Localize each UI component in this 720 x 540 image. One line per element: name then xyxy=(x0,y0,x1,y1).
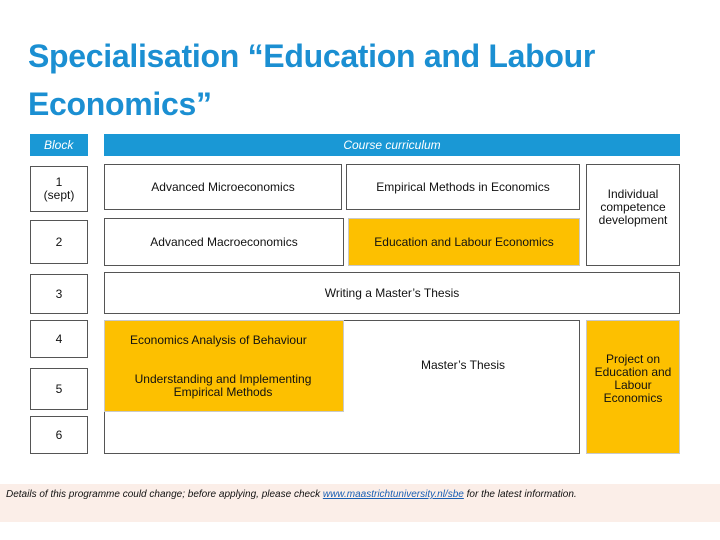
block-header-label: Block xyxy=(44,137,74,152)
block-label-4: 4 xyxy=(55,331,63,346)
footer-link[interactable]: www.maastrichtuniversity.nl/sbe xyxy=(322,489,464,500)
course-writing-thesis-label: Writing a Master’s Thesis xyxy=(324,285,460,300)
footer-text-before: Details of this programme could change; before applying, please check xyxy=(6,489,323,500)
course-understanding-empirical-label: Understanding and Implementing Empirical Methods xyxy=(134,372,312,399)
block-label-2: 2 xyxy=(55,234,63,249)
page-title: Specialisation “Education and Labour Economics” xyxy=(28,38,596,122)
course-econ-behaviour-label: Economics Analysis of Behaviour xyxy=(130,332,307,347)
course-education-labour-label: Education and Labour Economics xyxy=(374,234,554,249)
block-label-5: 5 xyxy=(55,381,63,396)
block-label-6: 6 xyxy=(55,427,63,442)
course-empirical-methods-label: Empirical Methods in Economics xyxy=(376,179,550,194)
block-label-1: 1 (sept) xyxy=(43,175,75,202)
curriculum-header-label: Course curriculum xyxy=(343,137,441,152)
course-individual-competence-label: Individual competence development xyxy=(598,186,668,227)
footer-note xyxy=(6,489,577,500)
course-adv-macro-label: Advanced Macroeconomics xyxy=(150,234,298,249)
course-masters-thesis-label: Master’s Thesis xyxy=(420,357,506,372)
course-project-label: Project on Education and Labour Economics xyxy=(594,352,672,405)
footer-text-after: for the latest information. xyxy=(463,489,577,500)
block-label-3: 3 xyxy=(55,286,63,301)
course-adv-micro-label: Advanced Microeconomics xyxy=(151,179,295,194)
